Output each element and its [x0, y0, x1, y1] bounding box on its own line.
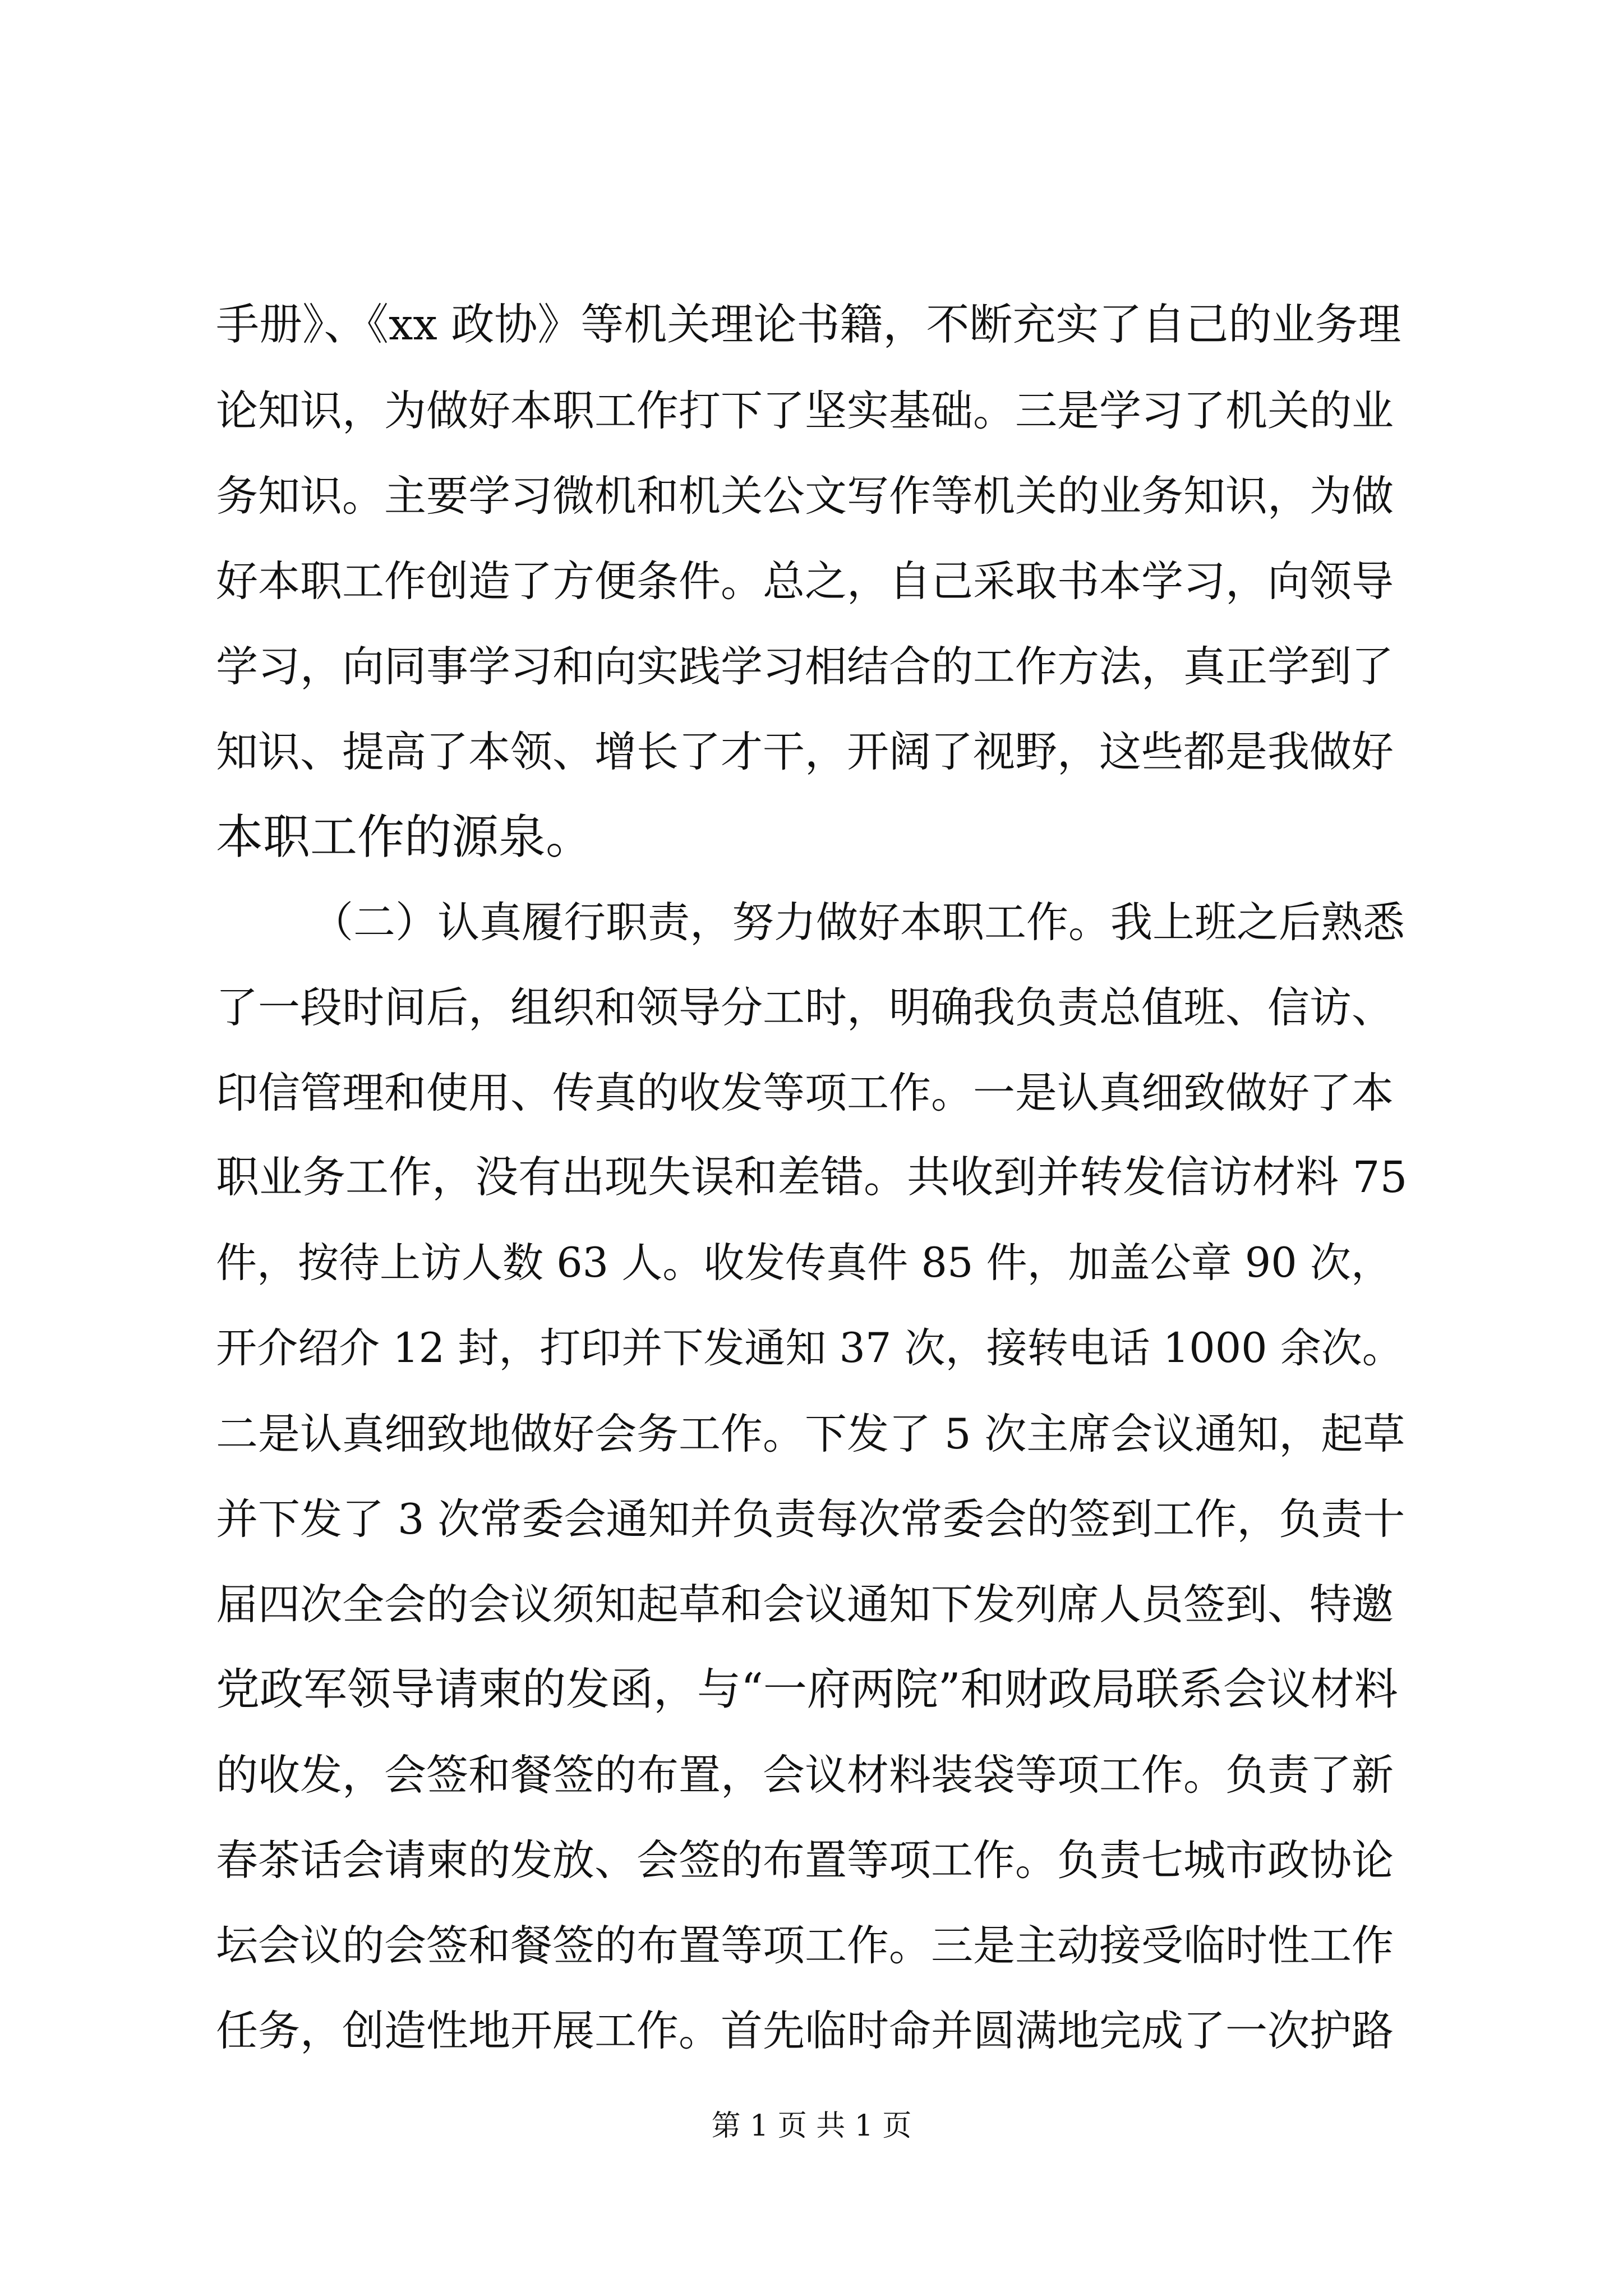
page-number-footer: 第 1 页 共 1 页: [711, 2109, 912, 2143]
body-text-line: 务知识。主要学习微机和机关公文写作等机关的业务知识，为做: [216, 471, 1394, 521]
body-text-line: 二是认真细致地做好会务工作。下发了 5 次主席会议通知，起草: [216, 1409, 1405, 1458]
body-text-line: 论知识，为做好本职工作打下了坚实基础。三是学习了机关的业: [216, 386, 1394, 435]
body-text-line: 坛会议的会签和餐签的布置等项工作。三是主动接受临时性工作: [216, 1921, 1394, 1970]
body-text-line: 春茶话会请柬的发放、会签的布置等项工作。负责七城市政协论: [216, 1835, 1394, 1885]
body-text-line: 开介绍介 12 封，打印并下发通知 37 次，接转电话 1000 余次。: [216, 1324, 1403, 1372]
body-text-line: 学习，向同事学习和向实践学习相结合的工作方法，真正学到了: [216, 642, 1394, 691]
body-text-line: 印信管理和使用、传真的收发等项工作。一是认真细致做好了本: [216, 1068, 1394, 1117]
section-heading-line: （二）认真履行职责，努力做好本职工作。我上班之后熟悉: [311, 898, 1405, 947]
body-text-line: 任务，创造性地开展工作。首先临时命并圆满地完成了一次护路: [216, 2006, 1394, 2055]
body-text-line: 件，按待上访人数 63 人。收发传真件 85 件，加盖公章 90 次，: [216, 1239, 1392, 1287]
body-text-line: 好本职工作创造了方便条件。总之，自己采取书本学习，向领导: [216, 556, 1394, 606]
body-text-line: 了一段时间后，组织和领导分工时，明确我负责总值班、信访、: [216, 983, 1394, 1032]
body-text-line: 手册》、《xx 政协》等机关理论书籍，不断充实了自己的业务理: [216, 300, 1401, 350]
body-text-line: 的收发，会签和餐签的布置，会议材料装袋等项工作。负责了新: [216, 1750, 1394, 1800]
body-text-line: 届四次全会的会议须知起草和会议通知下发列席人员签到、特邀: [216, 1580, 1394, 1629]
body-text-line: 并下发了 3 次常委会通知并负责每次常委会的签到工作，负责十: [216, 1494, 1405, 1544]
body-text-line: 本职工作的源泉。: [216, 809, 593, 864]
body-text-line: 党政军领导请柬的发函，与“一府两院”和财政局联系会议材料: [216, 1664, 1398, 1715]
body-text-line: 职业务工作，没有出现失误和差错。共收到并转发信访材料 75: [216, 1153, 1408, 1203]
body-text-line: 知识、提高了本领、增长了才干，开阔了视野，这些都是我做好: [216, 727, 1394, 776]
